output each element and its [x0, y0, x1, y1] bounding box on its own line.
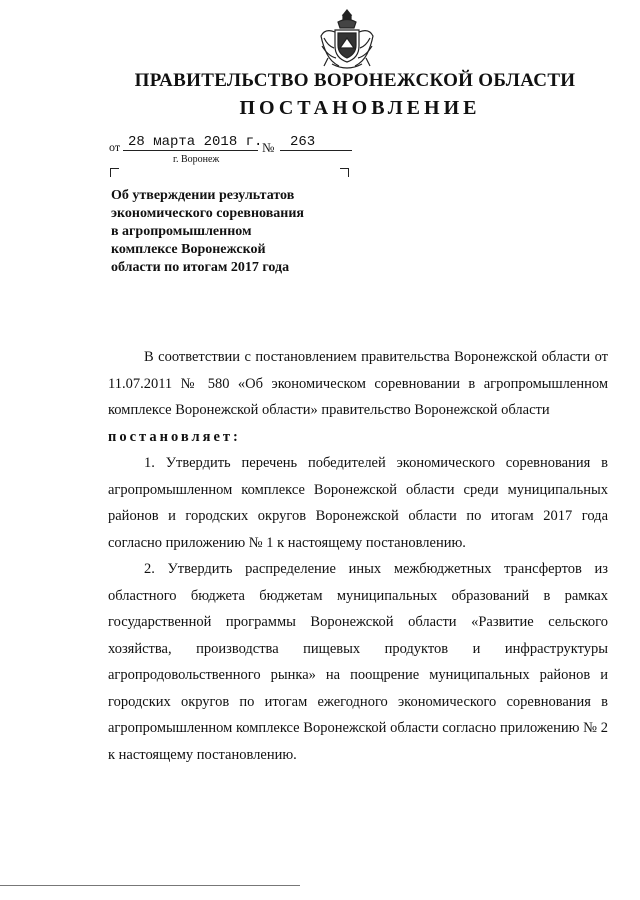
subject-line: комплексе Воронежской [111, 242, 266, 257]
subject-line: Об утверждении результатов [111, 188, 295, 203]
preamble-paragraph: В соответствии с постановлением правительства Воронежской области от 11.07.2011 № 580 «Об экономическом соревновании в агропромышленном комплексе Воронежской области» правительство Воронежской области [108, 349, 608, 418]
coat-of-arms-emblem [318, 8, 376, 72]
corner-bracket-right [340, 168, 349, 177]
number-prefix: № [262, 140, 275, 155]
number-underline [280, 150, 352, 151]
city-label: г. Воронеж [173, 154, 220, 165]
document-body [108, 344, 608, 768]
item-1-paragraph: 1. Утвердить перечень победителей экономического соревнования в агропромышленном комплексе Воронежской области среди муниципальных районов и городских округов Воронежской области по итогам 2017 года согласно приложению № 1 к настоящему постановлению. [108, 455, 608, 551]
document-number: 263 [290, 134, 316, 150]
footer-divider [0, 885, 300, 886]
postanovlyaet-word: постановляет: [108, 428, 241, 445]
date-prefix: от [109, 140, 121, 154]
subject-line: экономического соревнования [111, 206, 304, 221]
subject-line: в агропромышленном [111, 224, 252, 239]
corner-bracket-left [110, 168, 119, 177]
subject-line: области по итогам 2017 года [111, 260, 290, 275]
date-underline [123, 150, 258, 151]
document-subject [111, 187, 351, 277]
item-2-paragraph: 2. Утвердить распределение иных межбюджетных трансфертов из областного бюджета бюджетам муниципальных образований в рамках государственной программы Воронежской области «Развитие сельского хозяйства, производства пищевых продуктов и инфраструктуры агропродовольственного рынка» на поощрение муниципальных районов и городских округов по итогам ежегодного экономического соревнования в агропромышленном комплексе Воронежской области согласно приложению № 2 к настоящему постановлению. [108, 561, 608, 763]
document-date: 28 марта 2018 г. [128, 134, 263, 150]
organization-title: ПРАВИТЕЛЬСТВО ВОРОНЕЖСКОЙ ОБЛАСТИ [134, 70, 576, 91]
document-type-title: ПОСТАНОВЛЕНИЕ [239, 97, 481, 119]
